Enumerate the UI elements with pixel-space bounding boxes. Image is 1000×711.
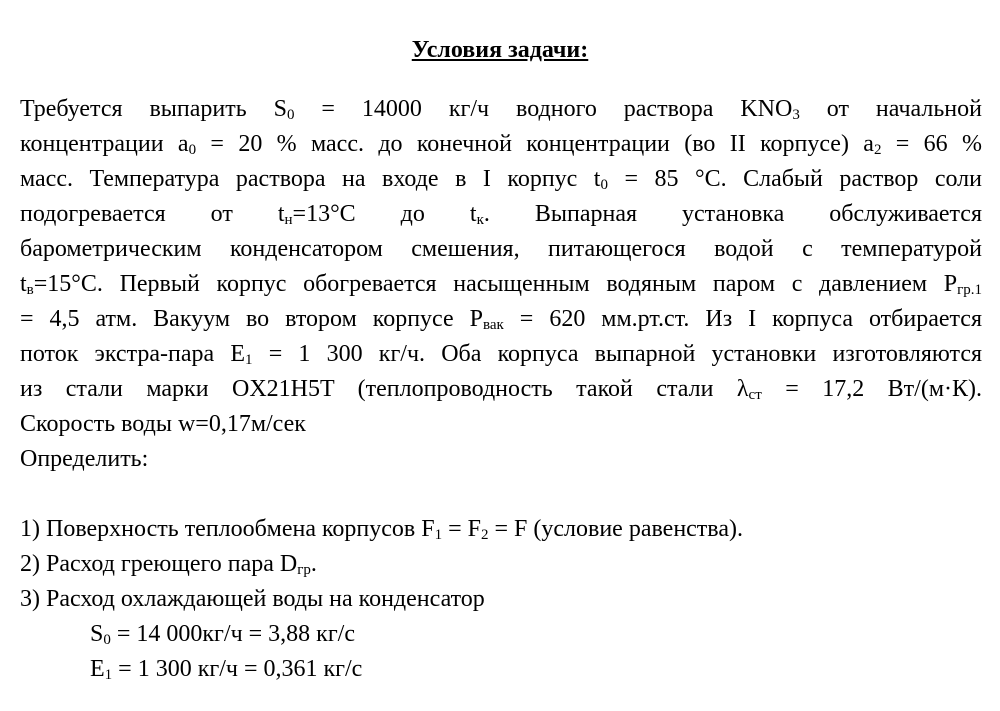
text-line (20, 547, 982, 582)
text-run: S (90, 621, 104, 647)
subscript: 0 (286, 107, 295, 123)
text-line (20, 407, 982, 442)
page-title: Условия задачи: (411, 37, 589, 63)
text-line (20, 267, 982, 302)
text-line (20, 302, 982, 337)
text-run: = 20 % масс. до конечной концентрации (во II корпусе) a (196, 131, 874, 157)
text-line (20, 652, 982, 687)
subscript: 1 (434, 527, 443, 543)
subscript: 2 (873, 142, 882, 158)
text-run: = 66 % (881, 131, 983, 157)
text-line (20, 372, 982, 407)
text-run: = 1 300 кг/ч. Оба корпуса выпарной установки изготовляются (252, 341, 983, 367)
subscript: 3 (792, 107, 800, 123)
subscript: 0 (188, 142, 197, 158)
text-line (20, 477, 982, 512)
text-run: = 17,2 Вт/(м·К). (761, 376, 983, 402)
subscript: 2 (480, 527, 489, 543)
text-run: =13°С до t (292, 201, 477, 227)
text-run: . (310, 551, 317, 577)
text-run: t (20, 271, 27, 297)
subscript: вак (482, 317, 504, 333)
text-run: = 4,5 атм. Вакуум во втором корпусе P (20, 306, 483, 332)
text-run: = F (условие равенства). (488, 516, 743, 542)
text-run: = 620 мм.рт.ст. Из I корпуса отбирается (503, 306, 982, 332)
text-line (20, 442, 982, 477)
text-run: = 14000 кг/ч водного раствора KNO (294, 96, 793, 122)
text-run: 2) Расход греющего пара D (20, 551, 298, 577)
text-run: от начальной (799, 96, 982, 122)
text-run: =15°С. Первый корпус обогревается насыщенным водяным паром с давлением P (33, 271, 958, 297)
text-run: = 85 °С. Слабый раствор соли (607, 166, 983, 192)
text-line (20, 92, 982, 127)
text-line (20, 232, 982, 267)
subscript: ст (748, 387, 762, 403)
text-run: 1) Поверхность теплообмена корпусов F (20, 516, 435, 542)
text-run: Требуется выпарить S (20, 96, 287, 122)
text-run: подогревается от t (20, 201, 285, 227)
text-line (20, 127, 982, 162)
text-run: 3) Расход охлаждающей воды на конденсатор (20, 586, 485, 612)
subscript: 1 (245, 352, 253, 368)
problem-text (20, 92, 982, 687)
text-line (20, 512, 982, 547)
subscript: к (476, 212, 484, 228)
subscript: 1 (104, 667, 113, 683)
text-run: E (90, 656, 105, 682)
text-line (20, 337, 982, 372)
subscript: в (26, 282, 34, 298)
text-run: масс. Температура раствора на входе в I корпус t (20, 166, 601, 192)
text-run: . Выпарная установка обслуживается (483, 201, 982, 227)
text-run: Определить: (20, 446, 149, 472)
subscript: 0 (600, 177, 608, 193)
subscript: н (284, 212, 293, 228)
text-run: поток экстра-пара E (20, 341, 245, 367)
subscript: гр (297, 562, 311, 578)
subscript: 0 (103, 632, 111, 648)
text-line (20, 162, 982, 197)
text-run: = 14 000кг/ч = 3,88 кг/с (110, 621, 355, 647)
text-run: = F (442, 516, 481, 542)
text-run: концентрации a (20, 131, 189, 157)
text-line (20, 197, 982, 232)
text-line (20, 582, 982, 617)
text-line (20, 617, 982, 652)
text-run: барометрическим конденсатором смешения, питающегося водой с температурой (20, 236, 982, 262)
subscript: гр.1 (957, 282, 982, 298)
text-run: из стали марки OX21H5T (теплопроводность такой стали λ (20, 376, 749, 402)
text-run: Скорость воды w=0,17м/сек (20, 411, 306, 437)
text-run: = 1 300 кг/ч = 0,361 кг/с (112, 656, 363, 682)
